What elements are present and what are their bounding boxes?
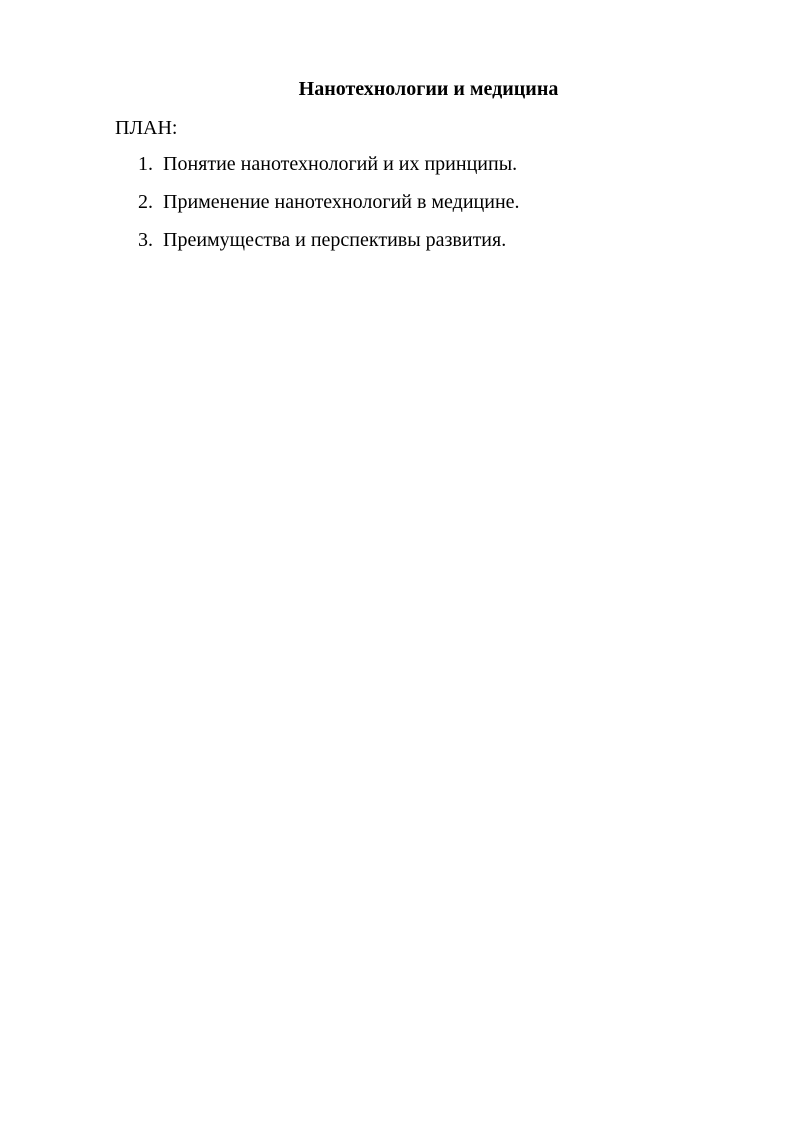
plan-item-number: 3. (138, 229, 153, 251)
plan-list (0, 152, 800, 266)
plan-heading: ПЛАН: (115, 117, 178, 139)
plan-item-3 (0, 228, 800, 266)
document-title: Нанотехнологии и медицина (298, 78, 559, 100)
plan-item-number: 1. (138, 153, 153, 175)
plan-item-text: Преимущества и перспективы развития. (163, 229, 507, 251)
plan-item-2 (0, 190, 800, 228)
plan-item-number: 2. (138, 191, 153, 213)
plan-item-text: Применение нанотехнологий в медицине. (163, 191, 520, 213)
plan-item-1 (0, 152, 800, 190)
plan-item-text: Понятие нанотехнологий и их принципы. (163, 153, 518, 175)
